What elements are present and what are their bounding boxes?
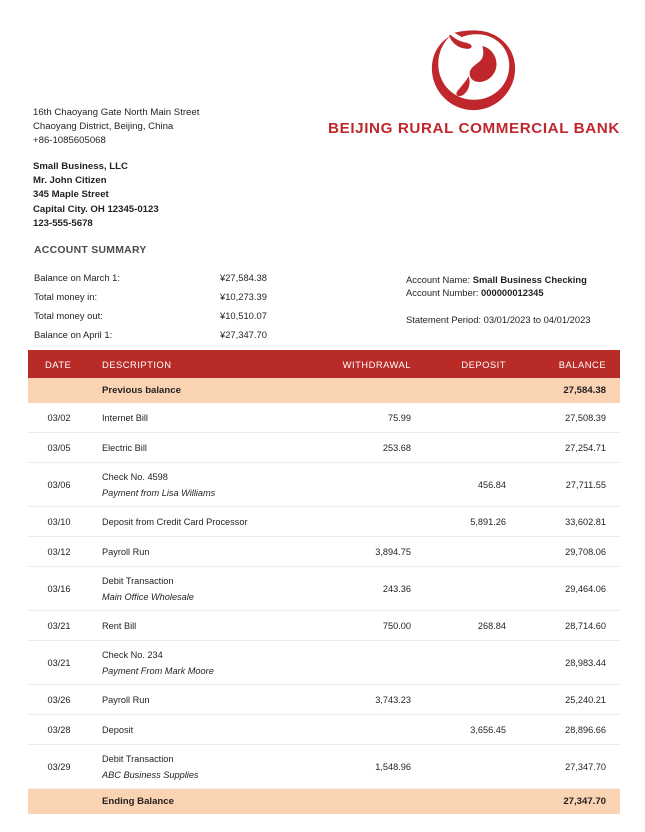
ending-balance-withdrawal xyxy=(315,789,425,815)
phoenix-circle-logo-icon xyxy=(425,22,523,114)
row-description-main: Debit Transaction xyxy=(102,753,174,764)
account-number-value: 000000012345 xyxy=(481,287,544,299)
row-description-main: Check No. 4598 xyxy=(102,471,168,482)
row-balance: 27,508.39 xyxy=(520,403,620,433)
row-withdrawal xyxy=(315,715,425,745)
row-deposit xyxy=(425,641,520,685)
row-balance: 29,464.06 xyxy=(520,567,620,611)
ending-balance-date xyxy=(28,789,90,815)
customer-street: 345 Maple Street xyxy=(33,189,109,201)
row-date: 03/28 xyxy=(28,715,90,745)
column-header-withdrawal: WITHDRAWAL xyxy=(315,350,425,378)
row-date: 03/05 xyxy=(28,433,90,463)
table-row xyxy=(28,715,620,745)
row-balance: 28,714.60 xyxy=(520,611,620,641)
row-description: Deposit from Credit Card Processor xyxy=(90,507,315,537)
row-deposit xyxy=(425,745,520,789)
row-withdrawal: 243.36 xyxy=(315,567,425,611)
summary-value: ¥27,347.70 xyxy=(220,329,267,340)
account-name-row xyxy=(406,273,587,286)
row-date: 03/12 xyxy=(28,537,90,567)
row-date: 03/02 xyxy=(28,403,90,433)
column-header-date: DATE xyxy=(28,350,90,378)
row-withdrawal: 75.99 xyxy=(315,403,425,433)
table-row xyxy=(28,463,620,507)
summary-row xyxy=(34,310,267,329)
summary-row xyxy=(34,272,267,291)
customer-name: Mr. John Citizen xyxy=(33,175,107,187)
row-deposit xyxy=(425,433,520,463)
row-deposit: 5,891.26 xyxy=(425,507,520,537)
bank-address-line: 16th Chaoyang Gate North Main Street xyxy=(33,107,200,118)
customer-company: Small Business, LLC xyxy=(33,161,128,172)
row-withdrawal: 750.00 xyxy=(315,611,425,641)
row-description-memo: Main Office Wholesale xyxy=(102,591,194,602)
account-details xyxy=(406,273,587,300)
ending-balance-amount: 27,347.70 xyxy=(520,789,620,815)
summary-value: ¥27,584.38 xyxy=(220,272,267,283)
account-name-label: Account Name: xyxy=(406,274,471,285)
row-description-main: Debit Transaction xyxy=(102,575,174,586)
row-balance: 33,602.81 xyxy=(520,507,620,537)
ending-balance-label: Ending Balance xyxy=(90,789,315,815)
row-deposit xyxy=(425,537,520,567)
bank-address-line: Chaoyang District, Beijing, China xyxy=(33,121,174,133)
table-row xyxy=(28,537,620,567)
previous-balance-withdrawal xyxy=(315,378,425,403)
table-row xyxy=(28,567,620,611)
row-description-main: Check No. 234 xyxy=(102,649,163,660)
customer-city-state-zip: Capital City. OH 12345-0123 xyxy=(33,203,159,215)
row-withdrawal: 3,743.23 xyxy=(315,685,425,715)
column-header-deposit: DEPOSIT xyxy=(425,350,520,378)
row-deposit: 268.84 xyxy=(425,611,520,641)
row-withdrawal xyxy=(315,507,425,537)
column-header-balance: BALANCE xyxy=(520,350,620,378)
customer-address xyxy=(33,160,159,231)
row-deposit xyxy=(425,685,520,715)
summary-value: ¥10,510.07 xyxy=(220,310,267,321)
row-withdrawal xyxy=(315,463,425,507)
table-row xyxy=(28,403,620,433)
row-description-memo: ABC Business Supplies xyxy=(102,769,199,780)
row-date: 03/16 xyxy=(28,567,90,611)
row-date: 03/10 xyxy=(28,507,90,537)
row-withdrawal xyxy=(315,641,425,685)
previous-balance-label: Previous balance xyxy=(90,378,315,403)
transactions-body xyxy=(28,378,620,814)
account-number-label: Account Number: xyxy=(406,287,479,299)
table-header-row xyxy=(28,350,620,378)
previous-balance-row xyxy=(28,378,620,403)
row-balance: 27,347.70 xyxy=(520,745,620,789)
row-description-memo: Payment from Lisa Williams xyxy=(102,487,216,498)
row-balance: 25,240.21 xyxy=(520,685,620,715)
row-date: 03/26 xyxy=(28,685,90,715)
row-withdrawal: 3,894.75 xyxy=(315,537,425,567)
row-description-memo: Payment From Mark Moore xyxy=(102,665,214,676)
ending-balance-deposit xyxy=(425,789,520,815)
row-date: 03/21 xyxy=(28,641,90,685)
row-balance: 27,711.55 xyxy=(520,463,620,507)
account-summary-heading: ACCOUNT SUMMARY xyxy=(34,245,147,256)
bank-logo-block xyxy=(325,22,623,137)
table-row xyxy=(28,433,620,463)
row-date: 03/21 xyxy=(28,611,90,641)
row-deposit: 3,656.45 xyxy=(425,715,520,745)
summary-label: Balance on April 1: xyxy=(34,329,113,340)
row-withdrawal: 253.68 xyxy=(315,433,425,463)
table-row xyxy=(28,641,620,685)
summary-row xyxy=(34,291,267,310)
ending-balance-row xyxy=(28,789,620,815)
summary-value: ¥10,273.39 xyxy=(220,291,267,302)
customer-phone: 123-555-5678 xyxy=(33,217,93,229)
row-withdrawal: 1,548.96 xyxy=(315,745,425,789)
previous-balance-date xyxy=(28,378,90,403)
row-date: 03/06 xyxy=(28,463,90,507)
previous-balance-amount: 27,584.38 xyxy=(520,378,620,403)
row-description xyxy=(90,463,315,507)
account-number-row xyxy=(406,286,587,299)
table-row xyxy=(28,507,620,537)
statement-period: Statement Period: 03/01/2023 to 04/01/2023 xyxy=(406,314,591,325)
summary-row xyxy=(34,329,267,348)
row-balance: 27,254.71 xyxy=(520,433,620,463)
table-row xyxy=(28,745,620,789)
row-description: Internet Bill xyxy=(90,403,315,433)
bank-address xyxy=(33,106,199,149)
row-description: Payroll Run xyxy=(90,537,315,567)
row-date: 03/29 xyxy=(28,745,90,789)
bank-phone: +86-1085605068 xyxy=(33,135,106,147)
table-row xyxy=(28,685,620,715)
account-summary-table xyxy=(34,272,267,348)
summary-label: Total money out: xyxy=(34,310,103,321)
column-header-description: DESCRIPTION xyxy=(90,350,315,378)
row-deposit xyxy=(425,403,520,433)
row-description: Rent Bill xyxy=(90,611,315,641)
bank-name: BEIJING RURAL COMMERCIAL BANK xyxy=(328,120,620,137)
summary-label: Total money in: xyxy=(34,291,98,302)
transactions-table xyxy=(28,350,620,814)
row-deposit xyxy=(425,567,520,611)
row-description: Deposit xyxy=(90,715,315,745)
row-description: Payroll Run xyxy=(90,685,315,715)
row-description: Electric Bill xyxy=(90,433,315,463)
row-description xyxy=(90,745,315,789)
table-row xyxy=(28,611,620,641)
row-deposit: 456.84 xyxy=(425,463,520,507)
row-description xyxy=(90,641,315,685)
account-name-value: Small Business Checking xyxy=(472,274,587,285)
row-balance: 28,983.44 xyxy=(520,641,620,685)
row-balance: 28,896.66 xyxy=(520,715,620,745)
row-description xyxy=(90,567,315,611)
row-balance: 29,708.06 xyxy=(520,537,620,567)
summary-label: Balance on March 1: xyxy=(34,272,120,283)
previous-balance-deposit xyxy=(425,378,520,403)
